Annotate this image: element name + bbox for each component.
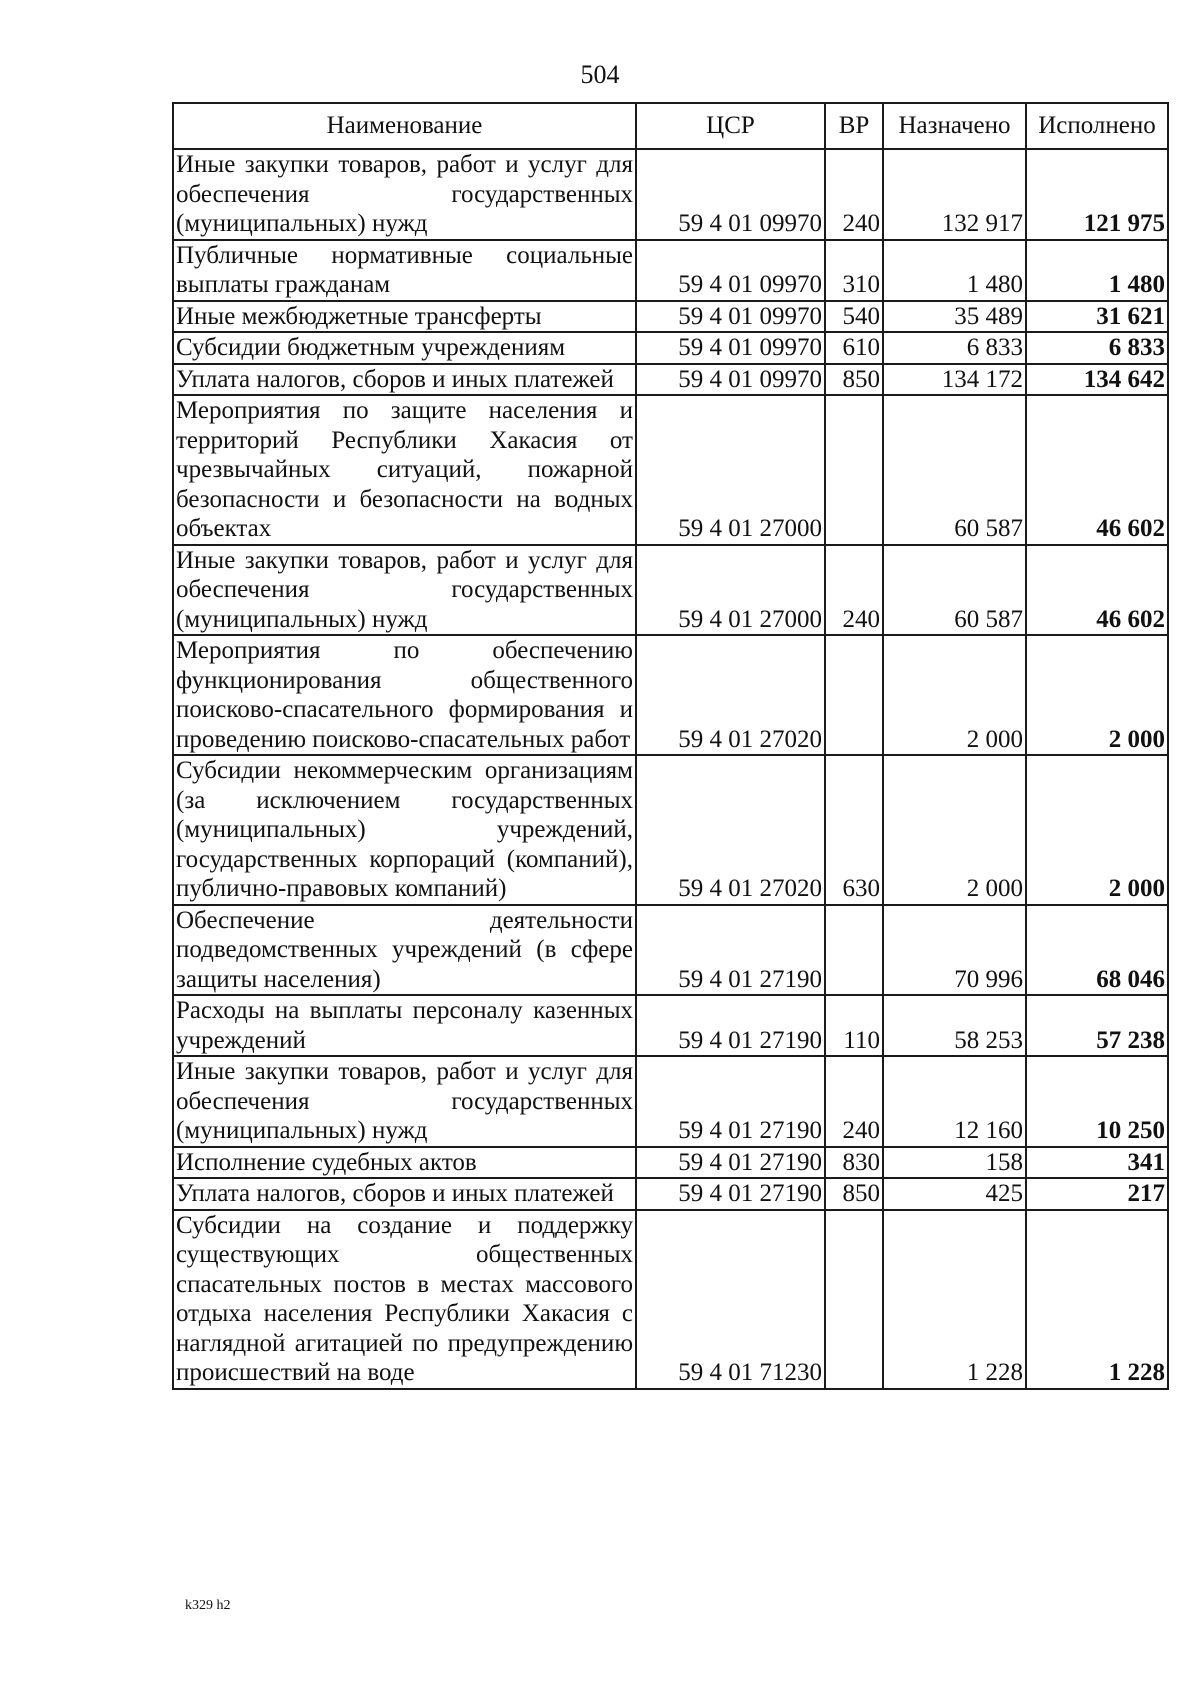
row-csr-code: 59 4 01 27190 [636, 1178, 825, 1210]
row-csr-code: 59 4 01 27190 [636, 1056, 825, 1147]
table-row [173, 364, 1168, 396]
table-row [173, 149, 1168, 240]
row-executed: 134 642 [1026, 364, 1168, 396]
header-csr: ЦСР [636, 103, 825, 149]
table-row [173, 395, 1168, 545]
row-name: Публичные нормативные социальные выплаты гражданам [173, 240, 636, 301]
row-executed: 341 [1026, 1147, 1168, 1179]
row-vr-code [825, 395, 883, 545]
row-executed: 2 000 [1026, 635, 1168, 755]
row-vr-code: 540 [825, 301, 883, 333]
row-vr-code [825, 1210, 883, 1389]
row-csr-code: 59 4 01 27000 [636, 545, 825, 636]
row-name: Иные закупки товаров, работ и услуг для обеспечения государственных (муниципальных) нужд [173, 1056, 636, 1147]
row-vr-code: 310 [825, 240, 883, 301]
table-row [173, 1178, 1168, 1210]
table-body [173, 149, 1168, 1389]
row-vr-code [825, 635, 883, 755]
row-name: Уплата налогов, сборов и иных платежей [173, 364, 636, 396]
row-executed: 46 602 [1026, 545, 1168, 636]
row-vr-code [825, 905, 883, 996]
row-planned: 60 587 [883, 395, 1026, 545]
row-vr-code: 240 [825, 1056, 883, 1147]
row-csr-code: 59 4 01 71230 [636, 1210, 825, 1389]
row-csr-code: 59 4 01 27020 [636, 755, 825, 905]
row-csr-code: 59 4 01 09970 [636, 332, 825, 364]
row-name: Иные закупки товаров, работ и услуг для обеспечения государственных (муниципальных) нужд [173, 149, 636, 240]
row-name: Иные закупки товаров, работ и услуг для обеспечения государственных (муниципальных) нужд [173, 545, 636, 636]
row-vr-code: 850 [825, 1178, 883, 1210]
table-row [173, 635, 1168, 755]
row-vr-code: 610 [825, 332, 883, 364]
row-csr-code: 59 4 01 09970 [636, 240, 825, 301]
table-row [173, 995, 1168, 1056]
row-csr-code: 59 4 01 27190 [636, 995, 825, 1056]
row-executed: 2 000 [1026, 755, 1168, 905]
row-planned: 12 160 [883, 1056, 1026, 1147]
row-planned: 6 833 [883, 332, 1026, 364]
row-planned: 2 000 [883, 755, 1026, 905]
row-csr-code: 59 4 01 09970 [636, 149, 825, 240]
row-vr-code: 240 [825, 149, 883, 240]
table-row [173, 1147, 1168, 1179]
footer-code: k329 h2 [185, 1598, 231, 1613]
row-executed: 68 046 [1026, 905, 1168, 996]
row-planned: 2 000 [883, 635, 1026, 755]
row-executed: 1 228 [1026, 1210, 1168, 1389]
header-vr: ВР [825, 103, 883, 149]
row-planned: 1 480 [883, 240, 1026, 301]
header-planned: Назначено [883, 103, 1026, 149]
row-vr-code: 850 [825, 364, 883, 396]
table-row [173, 301, 1168, 333]
row-name: Уплата налогов, сборов и иных платежей [173, 1178, 636, 1210]
row-planned: 1 228 [883, 1210, 1026, 1389]
row-planned: 35 489 [883, 301, 1026, 333]
row-planned: 132 917 [883, 149, 1026, 240]
row-planned: 425 [883, 1178, 1026, 1210]
table-header-row [173, 103, 1168, 149]
header-executed: Исполнено [1026, 103, 1168, 149]
row-vr-code: 830 [825, 1147, 883, 1179]
row-executed: 46 602 [1026, 395, 1168, 545]
row-csr-code: 59 4 01 09970 [636, 364, 825, 396]
row-executed: 217 [1026, 1178, 1168, 1210]
row-name: Исполнение судебных актов [173, 1147, 636, 1179]
row-executed: 121 975 [1026, 149, 1168, 240]
row-csr-code: 59 4 01 27000 [636, 395, 825, 545]
row-planned: 60 587 [883, 545, 1026, 636]
row-planned: 70 996 [883, 905, 1026, 996]
row-vr-code: 110 [825, 995, 883, 1056]
row-name: Мероприятия по обеспечению функционирования общественного поисково-спасательного формирования и проведению поисково-спасательных работ [173, 635, 636, 755]
row-name: Обеспечение деятельности подведомственных учреждений (в сфере защиты населения) [173, 905, 636, 996]
row-name: Субсидии некоммерческим организациям (за исключением государственных (муниципальных) учреждений, государственных корпораций (компаний), публично-правовых компаний) [173, 755, 636, 905]
table-row [173, 240, 1168, 301]
row-csr-code: 59 4 01 27190 [636, 905, 825, 996]
row-name: Субсидии на создание и поддержку существующих общественных спасательных постов в местах массового отдыха населения Республики Хакасия с наглядной агитацией по предупреждению происшествий на воде [173, 1210, 636, 1389]
row-executed: 6 833 [1026, 332, 1168, 364]
row-planned: 134 172 [883, 364, 1026, 396]
row-csr-code: 59 4 01 27190 [636, 1147, 825, 1179]
table-row [173, 545, 1168, 636]
header-name: Наименование [173, 103, 636, 149]
page-number: 504 [580, 60, 620, 89]
table-row [173, 905, 1168, 996]
row-name: Иные межбюджетные трансферты [173, 301, 636, 333]
row-csr-code: 59 4 01 27020 [636, 635, 825, 755]
row-planned: 58 253 [883, 995, 1026, 1056]
table-row [173, 332, 1168, 364]
row-vr-code: 240 [825, 545, 883, 636]
row-name: Мероприятия по защите населения и территорий Республики Хакасия от чрезвычайных ситуаций, пожарной безопасности и безопасности на водных объектах [173, 395, 636, 545]
table-row [173, 755, 1168, 905]
row-vr-code: 630 [825, 755, 883, 905]
table-row [173, 1210, 1168, 1389]
row-name: Субсидии бюджетным учреждениям [173, 332, 636, 364]
row-csr-code: 59 4 01 09970 [636, 301, 825, 333]
row-executed: 57 238 [1026, 995, 1168, 1056]
row-executed: 1 480 [1026, 240, 1168, 301]
table-row [173, 1056, 1168, 1147]
row-planned: 158 [883, 1147, 1026, 1179]
budget-table [172, 102, 1169, 1390]
row-executed: 31 621 [1026, 301, 1168, 333]
row-name: Расходы на выплаты персоналу казенных учреждений [173, 995, 636, 1056]
row-executed: 10 250 [1026, 1056, 1168, 1147]
